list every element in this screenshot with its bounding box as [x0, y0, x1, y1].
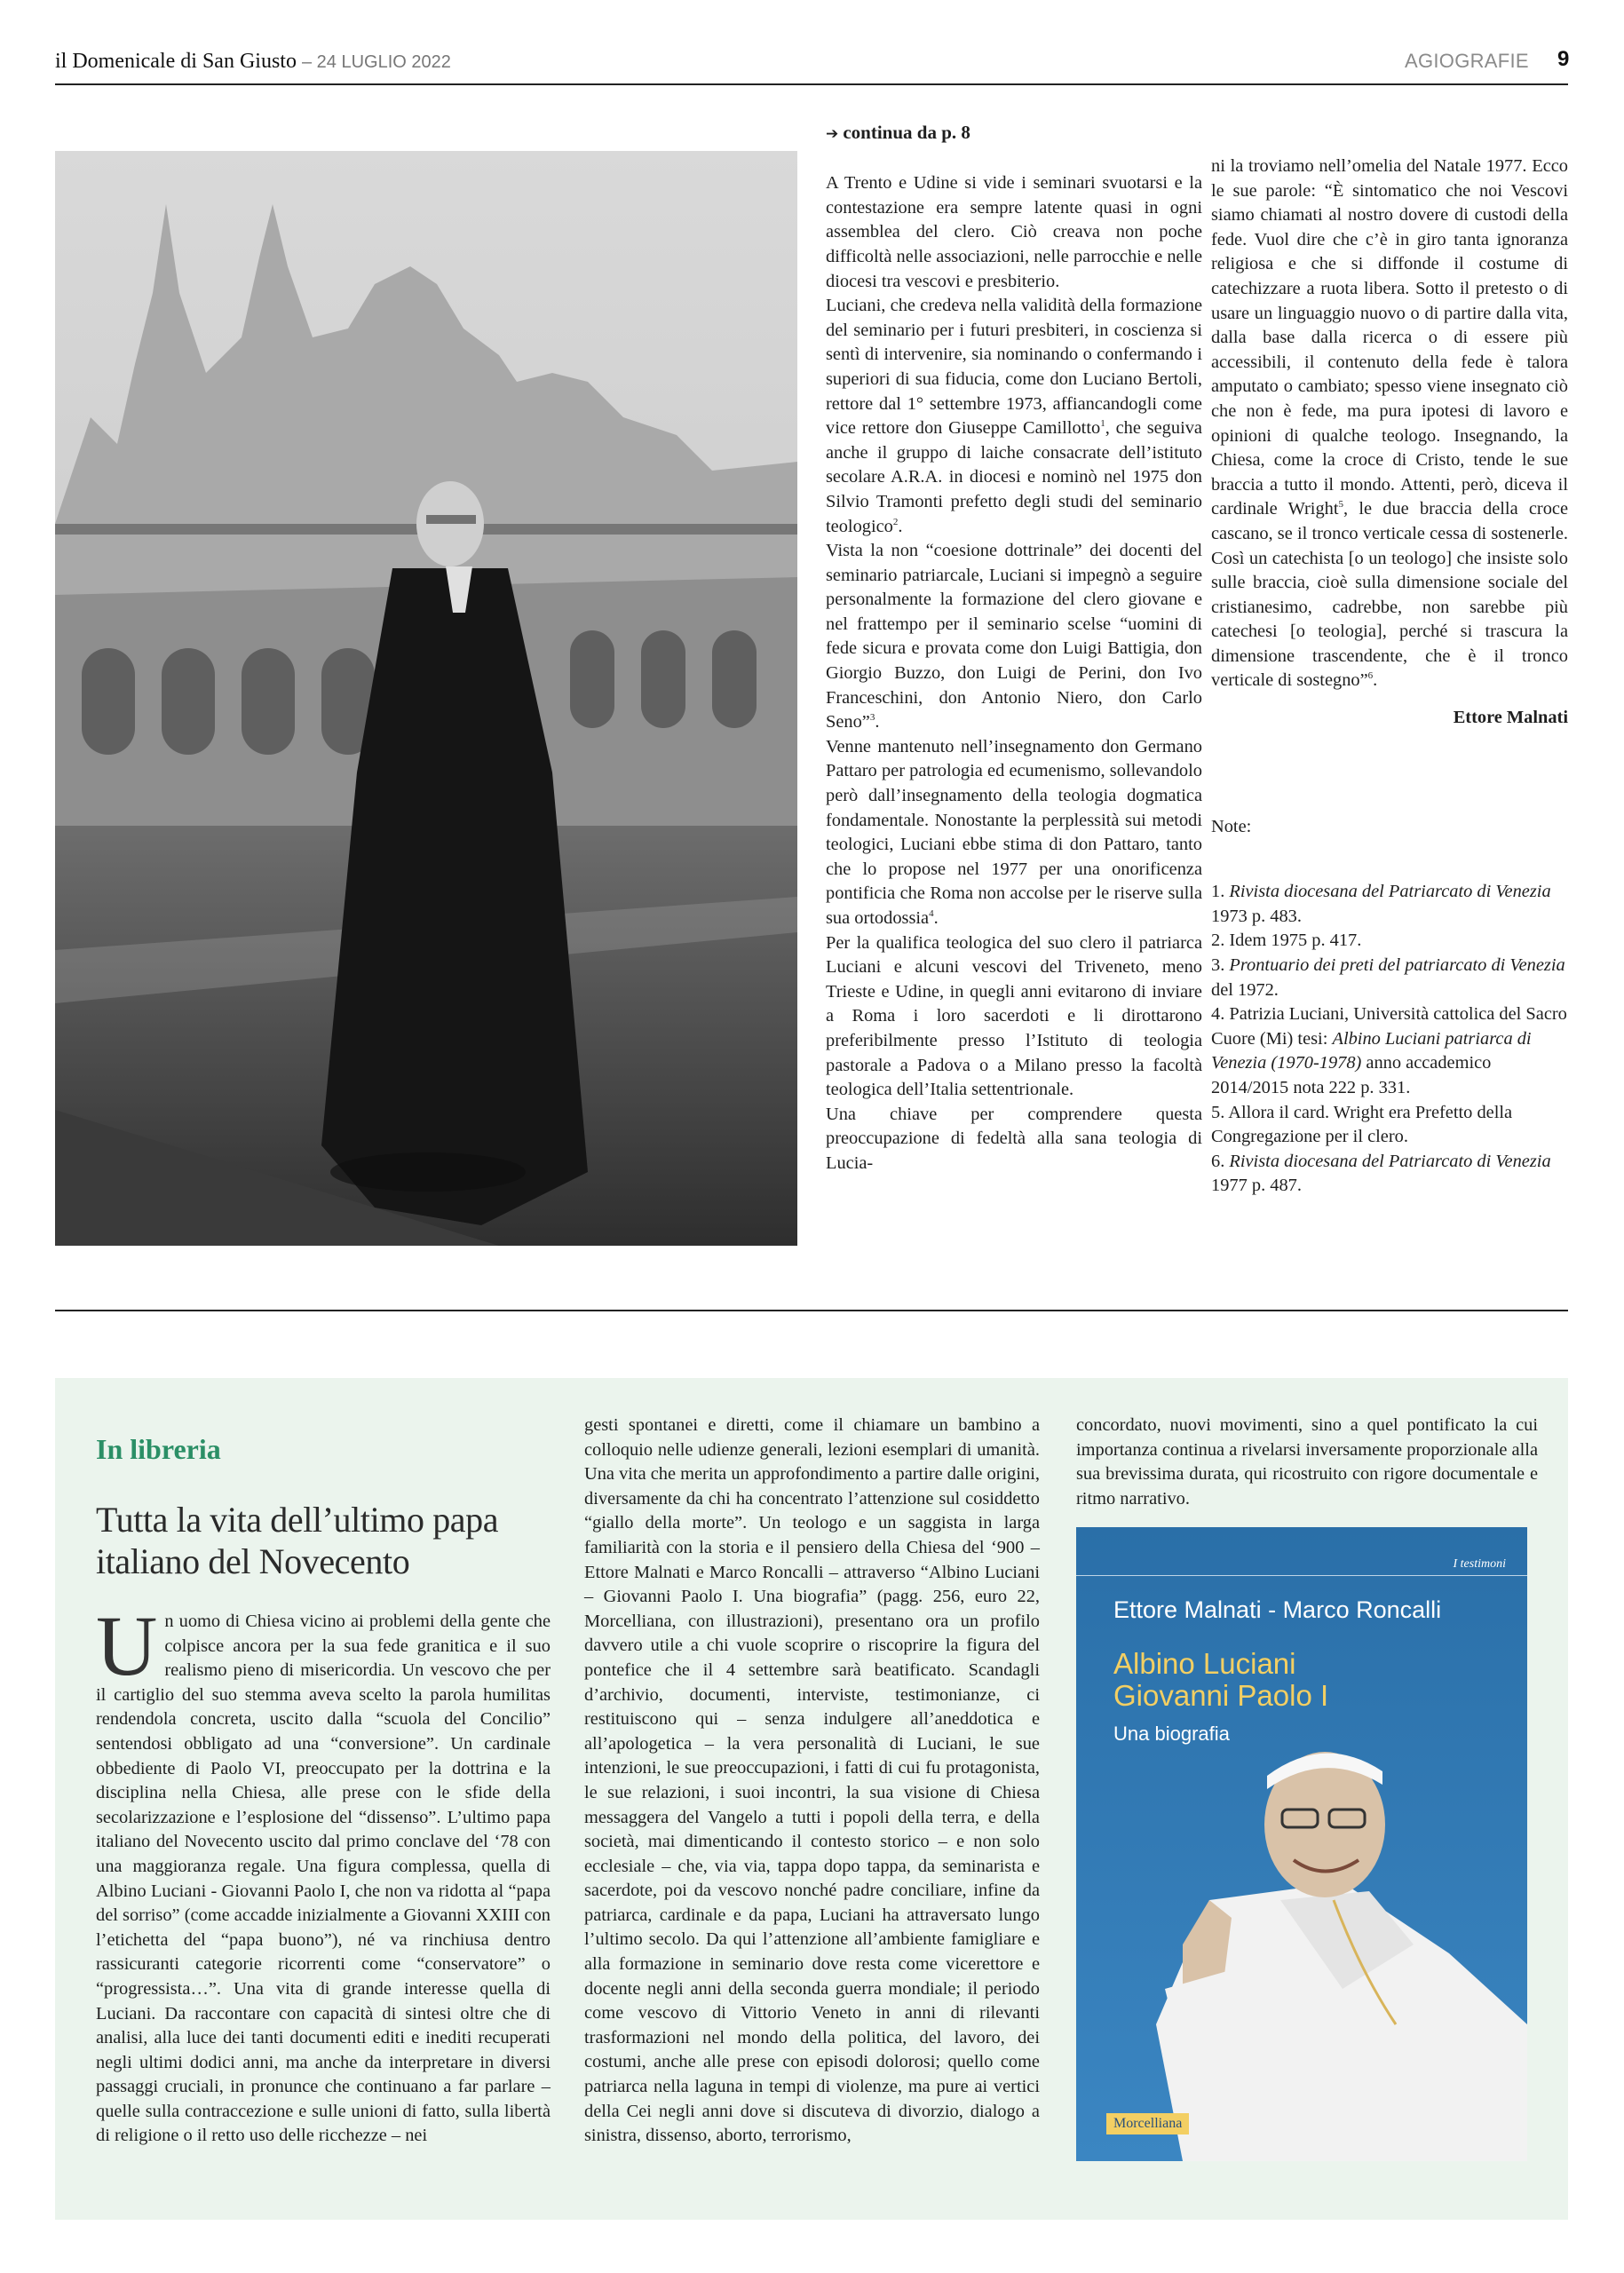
footnote-ref: 6: [1367, 670, 1374, 682]
review-headline: Tutta la vita dell’ultimo papa italiano del Novecento: [96, 1500, 499, 1581]
cover-title-line1: Albino Luciani: [1113, 1647, 1296, 1680]
issue-date: – 24 LUGLIO 2022: [301, 52, 451, 72]
article-column-2: [1211, 154, 1568, 1199]
article-paragraph: Per la qualifica teologica del suo clero il patriarca Luciani e alcuni vescovi del Triveneto, meno Trieste e Udine, in quegli anni evitarono di inviare a Roma i loro sacerdoti e li dirottarono preferibilmente presso l’Istituto di teologia pastorale a Padova o a Milano presso la facoltà teologica dell’Italia settentrionale.: [826, 932, 1202, 1100]
cover-series: I testimoni: [1453, 1557, 1506, 1571]
review-paragraph: concordato, nuovi movimenti, sino a quel pontificato la cui importanza continua a rivelarsi inversamente proporzionale alla sua brevissima durata, qui ricostruito con rigore documentale e ritmo narrativo.: [1076, 1415, 1538, 1509]
article-paragraph: ni la troviamo nell’omelia del Natale 1977. Ecco le sue parole: “È sintomatico che noi Vescovi siamo chiamati al nostro dovere di custodi della fede. Vuol dire che c’è in giro tanta ignoranza religiosa e che si diffonde il costume di catechizzare a ruota libera. Sotto il pretesto o di usare un linguaggio nuovo o di partire dalla vita, dalla base dalla ricerca o di essere più accessibili, il contenuto della fede è talora amputato o cambiato; spesso viene insegnato ciò che non è fede, ma pura ipotesi di lavoro e opinioni di qualche teologo. Insegnando, la Chiesa, come la croce di Cristo, tende le sue braccia a tutto il mondo. Attenti, però, diceva il cardinale Wright$^5$, le due braccia della croce cascano, se il tronco verticale cessa di sostenerle. Così un catechista [o un teologo] che insiste solo sulle braccia, cioè sulla dimensione sociale del cristianesimo, cadrebbe, non sarebbe più catechesi [o teologia], perché si trascura la dimensione trascendente, che è il tronco verticale di sostegno”$^6$.: [1211, 156, 1568, 691]
cover-title-line2: Giovanni Paolo I: [1113, 1679, 1329, 1712]
footnote-ref: 4: [929, 908, 934, 920]
drop-cap: U: [96, 1598, 158, 1693]
review-paragraph: Un uomo di Chiesa vicino ai problemi della gente che colpisce ancora per la sua fede granitica e il suo realismo pieno di misericordia. Un vescovo che per il cartiglio del suo stemma aveva scelto la parola humilitas rendendola concreta, uscito dalla “scuola del Concilio” sentendosi obbligato ad una “conversione”. Un cardinale obbediente di Paolo VI, preoccupato per la dottrina e la disciplina nella Chiesa, alle prese con le sfide della secolarizzazione e l’esplosione del “dissenso”. L’ultimo papa italiano del Novecento uscito dal primo conclave del ‘78 con una maggioranza regale. Una figura complessa, quella di Albino Luciani - Giovanni Paolo I, che non va ridotta al “papa del sorriso” (come accadde inizialmente a Giovanni XXIII con l’etichetta del “papa buono”), né va rinchiusa dentro rassicuranti categorie ricorrenti come “conservatore” o “progressista…”. Una vita di grande interesse quella di Luciani. Da raccontare con capacità di sintesi oltre che di analisi, alla luce dei tanti documenti editi e inediti recuperati negli ultimi dodici anni, ma anche da interpretare in diversi passaggi cruciali, in pronunce che continuano a far parlare – quelle sulla contraccezione e sulle unioni di fatto, sulla libertà di religione o il retto uso delle ricchezze – nei: [96, 1598, 551, 2146]
review-kicker: In libreria: [96, 1433, 221, 1465]
article-paragraph: Vista la non “coesione dottrinale” dei docenti del seminario patriarcale, Luciani si impegnò a seguire personalmente la formazione del clero giovane e nel frattempo per il seminario scelse “uomini di fede sicura e provata come don Luigi Battigia, don Giorgio Buzzo, don Luigi de Perini, don Ivo Franceschini, don Antonio Niero, don Carlo Seno”$^3$.: [826, 541, 1202, 733]
footnote: 2. Idem 1975 p. 417.: [1211, 931, 1362, 951]
header-rule: [55, 83, 1568, 85]
footnote: 3. Prontuario dei preti del patriarcato di Venezia del 1972.: [1211, 955, 1565, 1000]
notes-title: Note:: [1211, 816, 1252, 836]
newspaper-name: il Domenicale di San Giusto: [55, 50, 297, 73]
footnote: 1. Rivista diocesana del Patriarcato di Venezia 1973 p. 483.: [1211, 882, 1551, 926]
cover-publisher-logo: Morcelliana: [1106, 2113, 1189, 2134]
article-column-1: [826, 121, 1202, 1176]
review-column-1: [96, 1598, 551, 2149]
footnote: 6. Rivista diocesana del Patriarcato di Venezia 1977 p. 487.: [1211, 1151, 1551, 1196]
cover-subtitle: Una biografia: [1113, 1723, 1230, 1745]
article-paragraph: Luciani, che credeva nella validità della formazione del seminario per i futuri presbiteri, in coscienza si sentì di intervenire, sia nominando o confermando i superiori di sua fiducia, come don Luciano Bertoli, rettore dal 1° settembre 1973, affiancandogli come vice rettore don Giuseppe Camillotto$^1$, che seguiva anche il gruppo di laiche consacrate dell’istituto secolare A.R.A. in diocesi e nominò nel 1975 don Silvio Tramonti prefetto degli studi del seminario teologico$^2$.: [826, 296, 1202, 536]
review-paragraph: gesti spontanei e diretti, come il chiamare un bambino a colloquio nelle udienze generali, lezioni esemplari di umanità. Una vita che merita un approfondimento a partire dalle origini, diversamente da chi ha concentrato l’attenzione sul cosiddetto “giallo della morte”. Un teologo e un saggista in larga familiarità con la storia e il pensiero della Chiesa del ‘900 – Ettore Malnati e Marco Roncalli – attraverso “Albino Luciani – Giovanni Paolo I. Una biografia” (pagg. 256, euro 22, Morcelliana, con illustrazioni), presentano ora un profilo davvero utile a chi vuole scoprire o riscoprire la figura del pontefice che il 4 settembre sarà beatificato. Scandagli d’archivio, documenti, interviste, testimonianze, ci restituiscono qui – senza indulgere all’aneddotica e all’apologetica – la vera personalità di Luciani, le sue intenzioni, le sue preoccupazioni, i fatti di cui fu protagonista, le sue relazioni, i suoi incontri, la sua visione di Chiesa messaggera del Vangelo a tutti i popoli della terra, e della società, mai dimenticando il contesto storico – e non solo ecclesiale – che, via via, tappa dopo tappa, da seminarista e sacerdote, poi da vescovo nonché padre conciliare, infine da patriarca, cardinale e da papa, Luciani ha attraversato lungo l’ultimo secolo. Da qui l’attenzione all’ambiente famigliare e alla formazione in seminario dove resta come vicerettore e docente negli anni della seconda guerra mondiale; il periodo come vescovo di Vittorio Veneto in anni di rilevanti trasformazioni nel mondo della politica, del lavoro, dei costumi, anche alle prese con episodi dolorosi; quello come patriarca nella laguna in tempi di violenze, ma pure ai vertici della Cei negli anni dove si discuteva di divorzio, dialogo a sinistra, dissenso, aborto, terrorismo,: [584, 1415, 1040, 2146]
review-column-3: [1076, 1414, 1538, 1511]
article-paragraph: Venne mantenuto nell’insegnamento don Germano Pattaro per patrologia ed ecumenismo, sollevandolo però dall’insegnamento della teologia dogmatica fondamentale. Nonostante la perplessità sui metodi teologici, Luciani ebbe stima di don Pattaro, tanto che lo propose nel 1977 per una onorificenza pontificia che Roma non accolse per le riserve sulla sua ortodossia$^4$.: [826, 736, 1202, 928]
arrow-right-icon: ➔: [826, 125, 839, 143]
footnote-ref: 5: [1338, 499, 1344, 511]
footnote: 4. Patrizia Luciani, Università cattolica del Sacro Cuore (Mi) tesi: Albino Luciani patriarca di Venezia (1970-1978) anno accademico 2014/2015 nota 222 p. 331.: [1211, 1004, 1567, 1097]
section-label: AGIOGRAFIE: [1405, 50, 1529, 72]
photo-luciani-san-marco: [55, 151, 797, 1246]
cover-rule: [1076, 1575, 1527, 1576]
article-photo: [55, 151, 797, 1246]
page-number: 9: [1557, 47, 1570, 71]
footnote: 5. Allora il card. Wright era Prefetto della Congregazione per il clero.: [1211, 1102, 1513, 1147]
continued-from-label: ➔ continua da p. 8: [826, 122, 970, 143]
section-divider: [55, 1310, 1568, 1311]
article-paragraph: Una chiave per comprendere questa preoccupazione di fedeltà alla sana teologia di Lucia-: [826, 1104, 1202, 1173]
footnote-ref: 1: [1100, 418, 1105, 430]
footnote-ref: 3: [869, 712, 875, 724]
newspaper-masthead: [55, 50, 451, 74]
book-cover: [1076, 1527, 1527, 2161]
cover-authors: Ettore Malnati - Marco Roncalli: [1113, 1596, 1442, 1623]
review-column-2: [584, 1414, 1040, 2149]
article-paragraph: A Trento e Udine si vide i seminari svuotarsi e la contestazione era sempre latente quasi in ogni assemblea del clero. Ciò creava non poche difficoltà nelle associazioni, nelle parrocchie e nelle diocesi tra vescovi e presbiterio.: [826, 173, 1202, 291]
article-author: Ettore Malnati: [1453, 708, 1568, 728]
footnote-ref: 2: [892, 516, 899, 527]
